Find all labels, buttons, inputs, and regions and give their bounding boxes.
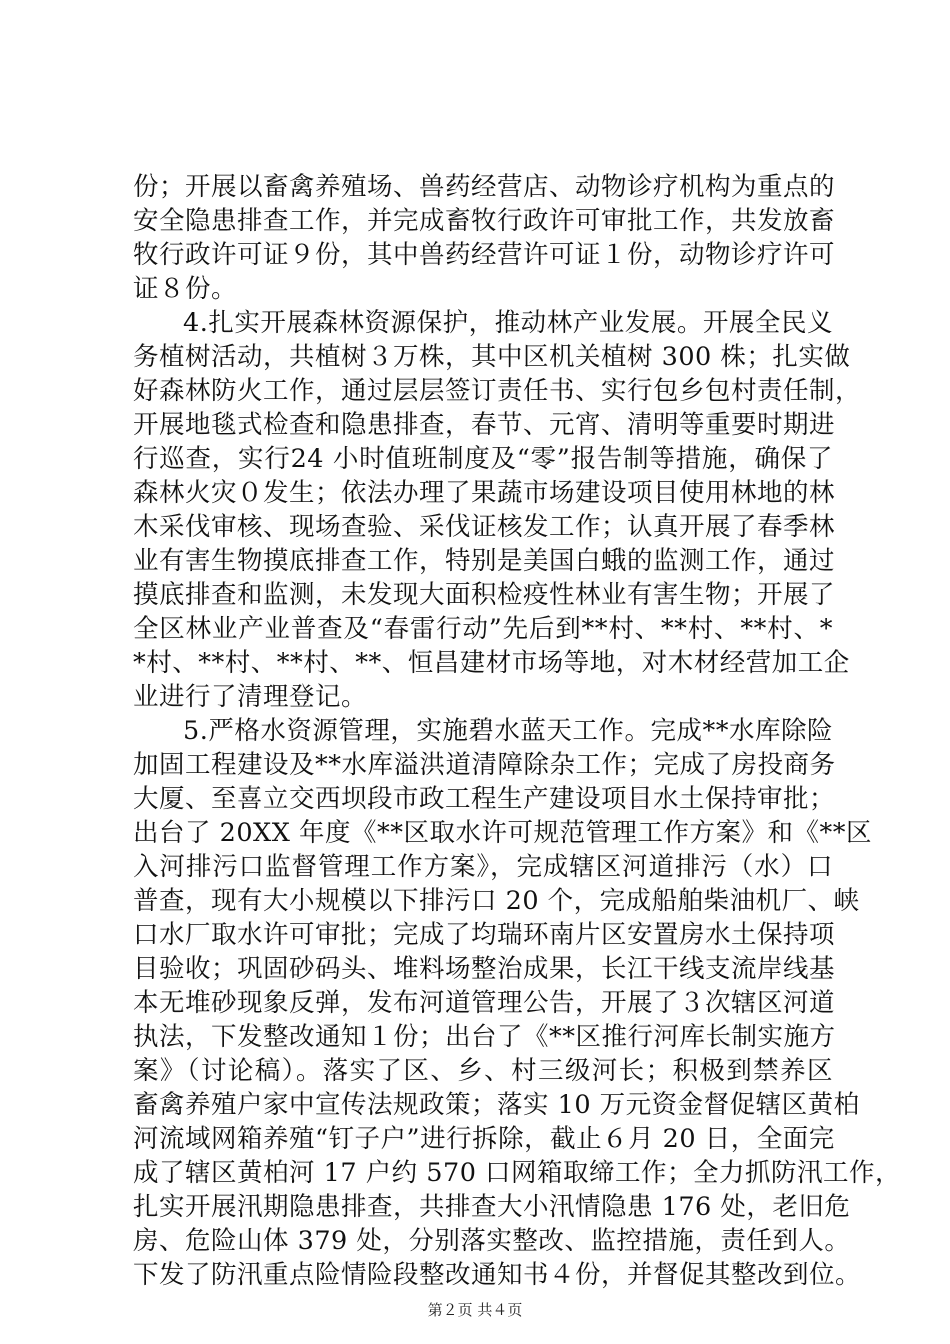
text-line: 务植树活动，共植树３万株，其中区机关植树 300 株；扎实做 [133,342,851,372]
text-line: 业有害生物摸底排查工作，特别是美国白蛾的监测工作，通过 [133,546,836,576]
text-line: 本无堆砂现象反弹，发布河道管理公告，开展了３次辖区河道 [133,988,836,1018]
text-line: 目验收；巩固砂码头、堆料场整治成果，长江干线支流岸线基 [133,954,836,984]
text-line: 开展地毯式检查和隐患排查，春节、元宵、清明等重要时期进 [133,410,836,440]
text-line: 行巡查，实行24 小时值班制度及“零”报告制等措施，确保了 [133,444,833,474]
text-line: 入河排污口监督管理工作方案》，完成辖区河道排污（水）口 [133,852,833,882]
text-line: 森林火灾０发生；依法办理了果蔬市场建设项目使用林地的林 [133,478,836,508]
text-line: 案》（讨论稿）。落实了区、乡、村三级河长；积极到禁养区 [133,1056,833,1086]
text-line: 牧行政许可证９份，其中兽药经营许可证１份，动物诊疗许可 [133,240,836,270]
text-line: 全区林业产业普查及“春雷行动”先后到**村、**村、**村、* [133,614,833,644]
text-line: 木采伐审核、现场查验、采伐证核发工作；认真开展了春季林 [133,512,836,542]
text-line: 业进行了清理登记。 [133,682,368,712]
text-line: 河流域网箱养殖“钉子户”进行拆除，截止６月 20 日，全面完 [133,1124,835,1154]
page-number-footer: 第２页 共４页 [427,1301,523,1319]
text-line: 份；开展以畜禽养殖场、兽药经营店、动物诊疗机构为重点的 [133,172,836,202]
text-line: 出台了 20XX 年度《**区取水许可规范管理工作方案》和《**区 [133,818,872,848]
text-line: 普查，现有大小规模以下排污口 20 个，完成船舶柴油机厂、峡 [133,886,860,916]
paragraph-5-heading-line: 5.严格水资源管理，实施碧水蓝天工作。完成**水库除险 [183,716,833,746]
text-line: 大厦、至喜立交西坝段市政工程生产建设项目水土保持审批； [133,784,836,814]
text-line: 口水厂取水许可审批；完成了均瑞环南片区安置房水土保持项 [133,920,836,950]
text-line: 好森林防火工作，通过层层签订责任书、实行包乡包村责任制， [133,376,862,406]
text-line: 摸底排查和监测，未发现大面积检疫性林业有害生物；开展了 [133,580,836,610]
text-line: *村、**村、**村、**、恒昌建材市场等地，对木材经营加工企 [133,648,850,678]
text-line: 房、危险山体 379 处，分别落实整改、监控措施，责任到人。 [133,1226,851,1256]
text-line: 下发了防汛重点险情险段整改通知书４份，并督促其整改到位。 [133,1260,862,1290]
text-line: 安全隐患排查工作，并完成畜牧行政许可审批工作，共发放畜 [133,206,836,236]
text-line: 执法，下发整改通知１份；出台了《**区推行河库长制实施方 [133,1022,836,1052]
text-line: 成了辖区黄柏河 17 户约 570 口网箱取缔工作；全力抓防汛工作， [133,1158,902,1188]
text-line: 证８份。 [133,274,238,304]
text-line: 加固工程建设及**水库溢洪道清障除杂工作；完成了房投商务 [133,750,836,780]
paragraph-4-heading-line: 4.扎实开展森林资源保护，推动林产业发展。开展全民义 [183,308,833,338]
text-line: 扎实开展汛期隐患排查，共排查大小汛情隐患 176 处，老旧危 [133,1192,851,1222]
text-line: 畜禽养殖户家中宣传法规政策；落实 10 万元资金督促辖区黄柏 [133,1090,860,1120]
